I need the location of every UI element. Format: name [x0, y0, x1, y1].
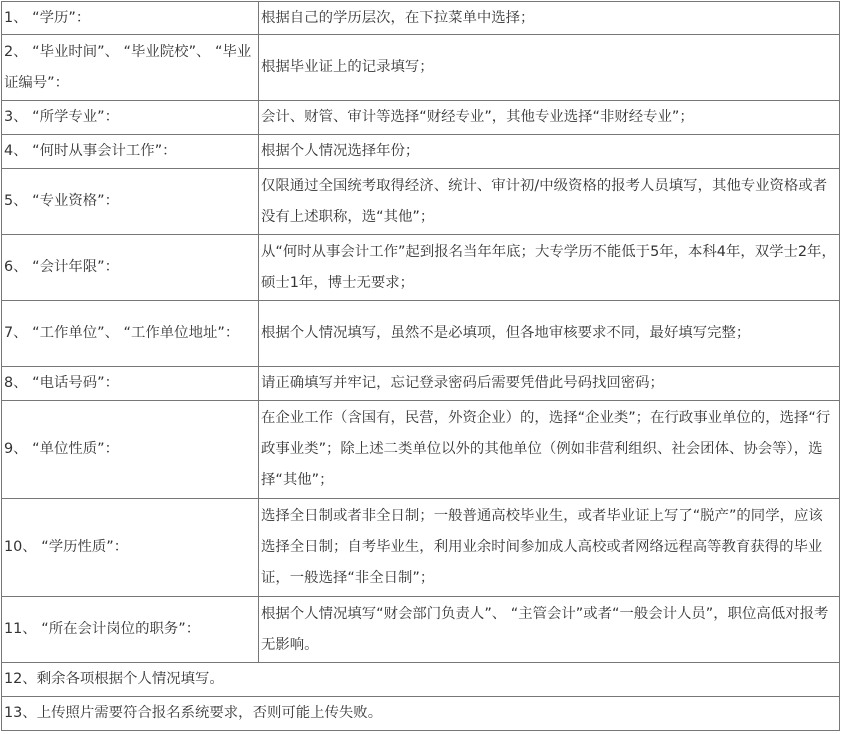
table-row	[2, 101, 840, 135]
field-name-cell: 8、 “电话号码”：	[2, 367, 259, 401]
note-cell: 12、剩余各项根据个人情况填写。	[2, 663, 840, 697]
note-cell: 13、上传照片需要符合报名系统要求，否则可能上传失败。	[2, 697, 840, 731]
field-description-cell: 请正确填写并牢记，忘记登录密码后需要凭借此号码找回密码；	[259, 367, 840, 401]
field-name-cell: 9、 “单位性质”：	[2, 401, 259, 499]
table-row	[2, 2, 840, 35]
field-name-cell: 4、 “何时从事会计工作”：	[2, 135, 259, 169]
field-name-cell: 2、 “毕业时间”、 “毕业院校”、 “毕业证编号”：	[2, 35, 259, 101]
table-row	[2, 597, 840, 663]
field-name-cell: 7、 “工作单位”、 “工作单位地址”：	[2, 301, 259, 367]
table-row	[2, 235, 840, 301]
table-row	[2, 401, 840, 499]
field-name-cell: 1、 “学历”：	[2, 2, 259, 35]
field-name-cell: 6、 “会计年限”：	[2, 235, 259, 301]
registration-instructions-table	[1, 1, 840, 731]
field-description-cell: 根据自己的学历层次，在下拉菜单中选择；	[259, 2, 840, 35]
field-description-cell: 从“何时从事会计工作”起到报名当年年底；大专学历不能低于5年，本科4年，双学士2年，硕士1年，博士无要求；	[259, 235, 840, 301]
table-row	[2, 301, 840, 367]
field-name-cell: 5、 “专业资格”：	[2, 169, 259, 235]
field-description-cell: 根据个人情况选择年份；	[259, 135, 840, 169]
table-row	[2, 169, 840, 235]
field-description-cell: 根据毕业证上的记录填写；	[259, 35, 840, 101]
field-description-cell: 根据个人情况填写“财会部门负责人”、 “主管会计”或者“一般会计人员”，职位高低对报考无影响。	[259, 597, 840, 663]
table-row	[2, 499, 840, 597]
table-row	[2, 135, 840, 169]
table-row	[2, 367, 840, 401]
field-description-cell: 选择全日制或者非全日制；一般普通高校毕业生，或者毕业证上写了“脱产”的同学，应该选择全日制；自考毕业生，利用业余时间参加成人高校或者网络远程高等教育获得的毕业证，一般选择“非全日制”；	[259, 499, 840, 597]
field-name-cell: 11、 “所在会计岗位的职务”：	[2, 597, 259, 663]
field-description-cell: 在企业工作（含国有，民营，外资企业）的，选择“企业类”；在行政事业单位的，选择“行政事业类”；除上述二类单位以外的其他单位（例如非营利组织、社会团体、协会等），选择“其他”；	[259, 401, 840, 499]
field-description-cell: 根据个人情况填写，虽然不是必填项，但各地审核要求不同，最好填写完整；	[259, 301, 840, 367]
table-row	[2, 663, 840, 697]
field-name-cell: 10、 “学历性质”：	[2, 499, 259, 597]
field-description-cell: 会计、财管、审计等选择“财经专业”，其他专业选择“非财经专业”；	[259, 101, 840, 135]
field-description-cell: 仅限通过全国统考取得经济、统计、审计初/中级资格的报考人员填写，其他专业资格或者没有上述职称，选“其他”；	[259, 169, 840, 235]
table-row	[2, 697, 840, 731]
table-row	[2, 35, 840, 101]
field-name-cell: 3、 “所学专业”：	[2, 101, 259, 135]
